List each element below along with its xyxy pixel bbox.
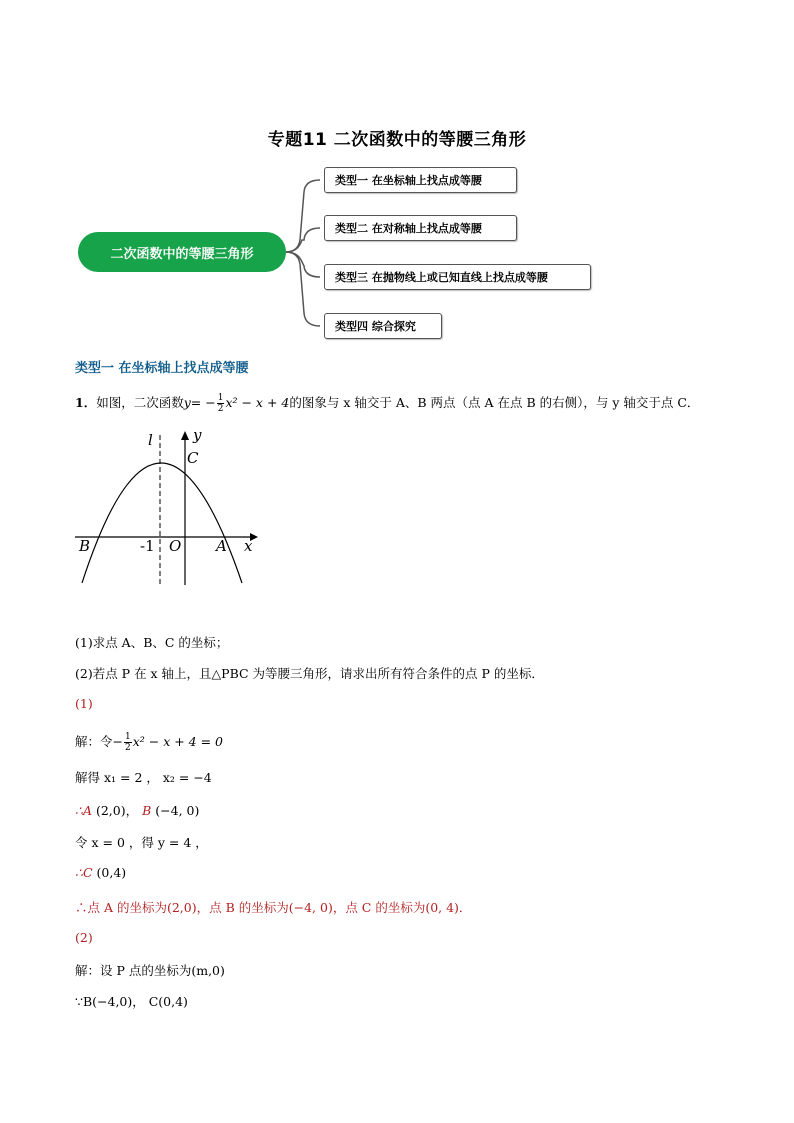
s5-c-val: (0,4) (96, 865, 127, 880)
label-y: y (193, 426, 202, 444)
problem-number: 1． (75, 395, 97, 410)
s3-b: B (142, 803, 152, 818)
solution-line-2: 解得 x₁ = 2 ， x₂ = −4 (75, 770, 212, 785)
solution-line-7: 解：设 P 点的坐标为(m,0) (75, 963, 225, 978)
question-1: (1)求点 A、B、C 的坐标； (75, 635, 229, 650)
section-heading: 类型一 在坐标轴上找点成等腰 (75, 361, 249, 376)
func-fraction: $\frac{1}{2}$ (217, 393, 224, 414)
solution-line-6: ∴点 A 的坐标为(2,0)，点 B 的坐标为(−4, 0)，点 C 的坐标为(0, 4)． (75, 900, 472, 915)
label-a: A (216, 537, 227, 555)
solution-line-3 (75, 801, 199, 819)
label-o: O (169, 537, 182, 555)
problem-stem (75, 393, 699, 414)
parabola-graph (70, 425, 270, 590)
label-neg1: -1 (140, 537, 155, 555)
s1-fraction: $\frac{1}{2}$ (125, 732, 131, 753)
s5-c: ∴C (75, 865, 93, 880)
s3-a: ∴A (75, 803, 92, 818)
mindmap-branch-1: 类型一 在坐标轴上找点成等腰 (324, 167, 517, 193)
label-c: C (187, 449, 199, 467)
label-x: x (244, 537, 253, 555)
solution-part-2: (2) (75, 930, 93, 945)
s3-a-val: (2,0) (95, 803, 126, 818)
page-title: 专题11 二次函数中的等腰三角形 (267, 130, 527, 150)
solution-line-8: ∵B(−4,0)， C(0,4) (75, 994, 188, 1009)
mindmap-branch-2: 类型二 在对称轴上找点成等腰 (324, 215, 517, 241)
s1-pre: 解：令 (75, 734, 113, 749)
solution-part-1: (1) (75, 696, 93, 711)
s1-eq-pre: − (112, 734, 123, 749)
func-y: y (183, 395, 191, 410)
solution-line-1 (75, 732, 223, 753)
label-b: B (79, 537, 91, 555)
stem-post: 的图象与 x 轴交于 A、B 两点（点 A 在点 B 的右侧），与 y 轴交于点 C． (289, 395, 700, 410)
mindmap-branch-4: 类型四 综合探究 (324, 313, 442, 339)
mindmap-branch-3: 类型三 在抛物线上或已知直线上找点成等腰 (324, 264, 591, 290)
s3-sep: ， (125, 803, 139, 818)
s1-eq-post: x² − x + 4 = 0 (132, 734, 224, 749)
func-eq: = − (190, 395, 216, 410)
label-l: l (148, 431, 153, 449)
solution-line-5 (75, 865, 126, 880)
stem-pre: 如图，二次函数 (96, 395, 184, 410)
question-2: (2)若点 P 在 x 轴上，且△PBC 为等腰三角形，请求出所有符合条件的点 P 的坐标． (75, 666, 544, 681)
mindmap-root: 二次函数中的等腰三角形 (78, 232, 286, 272)
func-rest: x² − x + 4 (225, 395, 290, 410)
solution-line-4: 令 x = 0 ，得 y = 4 ， (75, 835, 208, 850)
s3-b-val: (−4, 0) (155, 803, 200, 818)
